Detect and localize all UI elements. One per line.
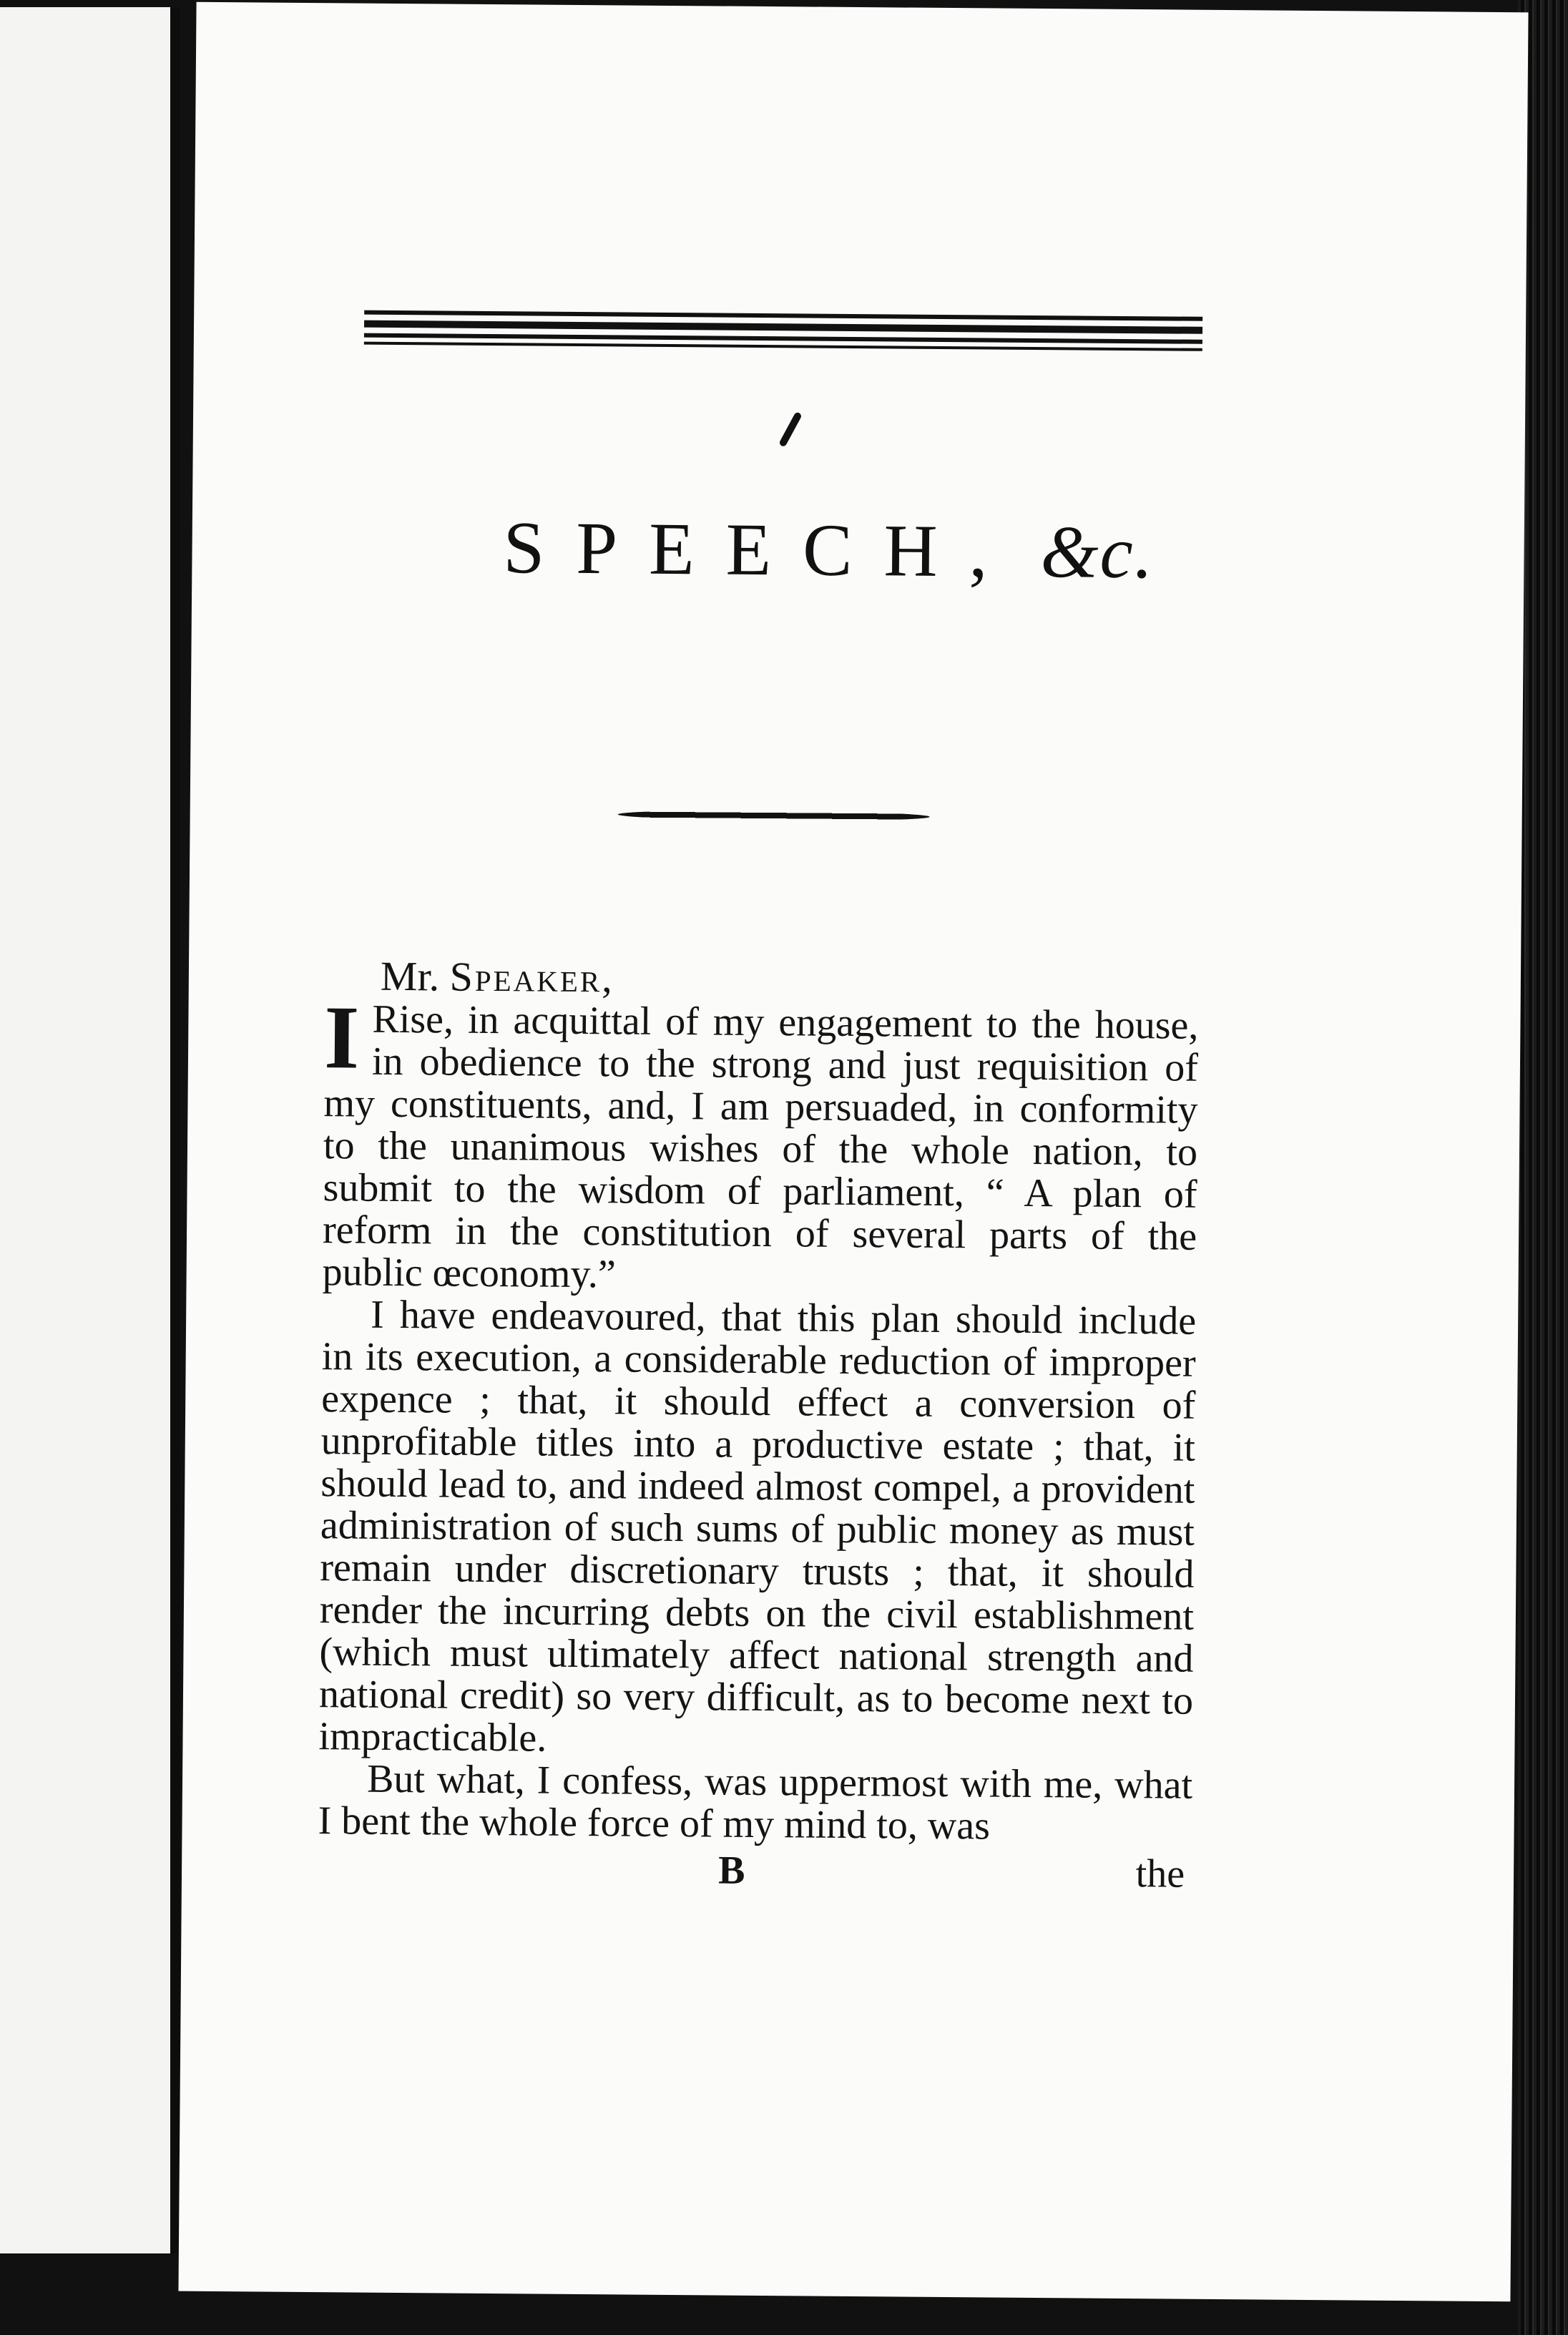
paragraph-1-text: Rise, in acquittal of my engagement to the house, in obedience to the strong and just requisition of my constituents, and, I am persuaded, in conformity to the unanimous wishes of the whole nation, to submit to the wisdom of parliament, “ A plan of reform in the constitution of several parts of the public œconomy.” <box>322 997 1199 1297</box>
section-rule <box>618 809 930 821</box>
drop-cap: I <box>323 988 360 1088</box>
ornamental-double-rule <box>364 308 1202 356</box>
title-text: SPEECH, <box>503 506 1020 593</box>
paragraph-1 <box>322 988 1199 1301</box>
signature-mark: B <box>717 1848 745 1893</box>
paragraph-3: But what, I confess, was uppermost with me, what I bent the whole force of my mind to, was <box>318 1756 1193 1849</box>
page-title <box>435 504 1222 596</box>
book-page <box>178 2 1528 2302</box>
salutation <box>380 952 1199 1004</box>
paragraph-2: I have endeavoured, that this plan should include in its execution, a considerable reduction of improper expence ; that, it should effect a conversion of unprofitable titles into a productive estate ; that, it should lead to, and indeed almost compel, a provident administration of such sums of public money as must remain under discretionary trusts ; that, it should render the incurring debts on the civil establishment (which must ultimately affect national strength and national credit) so very difficult, as to become next to impracticable. <box>318 1292 1197 1761</box>
salutation-prefix: Mr. <box>380 952 440 1000</box>
left-facing-page <box>0 7 180 2253</box>
page-footer <box>318 1846 1192 1904</box>
ink-mark <box>778 411 803 447</box>
salutation-name: Speaker, <box>449 953 615 1002</box>
title-suffix: &c. <box>1040 511 1155 594</box>
catchword: the <box>1135 1851 1185 1896</box>
body-text <box>318 954 1199 1904</box>
